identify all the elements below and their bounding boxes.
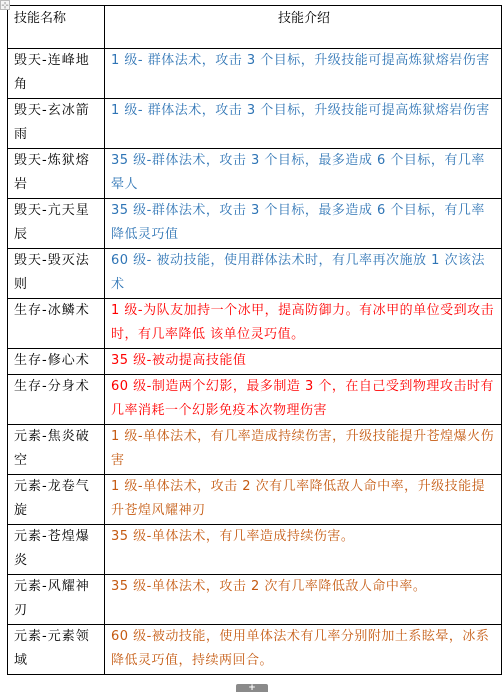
table-move-handle-icon[interactable]: ⊹	[1, 1, 9, 11]
table-row	[8, 249, 502, 299]
skill-name-cell: 生存-冰鳞术	[8, 299, 105, 349]
table-row	[8, 149, 502, 199]
skill-name-cell: 毁天-连峰地角	[8, 49, 105, 99]
header-skill-name: 技能名称	[8, 6, 105, 49]
skill-description-cell: 35 级-单体法术，攻击 2 次有几率降低敌人命中率。	[105, 575, 502, 625]
table-row	[8, 199, 502, 249]
skill-name-cell: 元素-焦炎破空	[8, 425, 105, 475]
add-row-icon[interactable]: +	[236, 684, 268, 692]
skill-description-cell: 1 级-单体法术，攻击 2 次有几率降低敌人命中率，升级技能提升苍煌风耀神刃	[105, 475, 502, 525]
skill-description-cell: 60 级-制造两个幻影，最多制造 3 个，在自己受到物理攻击时有几率消耗一个幻影免疫本次物理伤害	[105, 375, 502, 425]
skill-name-cell: 元素-龙卷气旋	[8, 475, 105, 525]
table-row	[8, 99, 502, 149]
skill-description-cell: 1 级- 群体法术，攻击 3 个目标，升级技能可提高炼狱熔岩伤害	[105, 49, 502, 99]
table-row	[8, 575, 502, 625]
skill-description-cell: 60 级-被动技能，使用单体法术有几率分别附加土系眩晕，冰系降低灵巧值，持续两回合。	[105, 625, 502, 675]
table-row	[8, 349, 502, 375]
skill-name-cell: 元素-元素领域	[8, 625, 105, 675]
skill-name-cell: 毁天-亢天星辰	[8, 199, 105, 249]
skills-table	[7, 5, 502, 675]
skill-name-cell: 生存-修心术	[8, 349, 105, 375]
table-row	[8, 525, 502, 575]
table-row	[8, 375, 502, 425]
skill-description-cell: 1 级- 群体法术，攻击 3 个目标，升级技能可提高炼狱熔岩伤害	[105, 99, 502, 149]
skill-description-cell: 35 级-群体法术，攻击 3 个目标，最多造成 6 个目标，有几率晕人	[105, 149, 502, 199]
header-skill-description: 技能介绍	[105, 6, 502, 49]
table-header-row	[8, 6, 502, 49]
skill-description-cell: 35 级-群体法术，攻击 3 个目标，最多造成 6 个目标，有几率降低灵巧值	[105, 199, 502, 249]
table-row	[8, 49, 502, 99]
skill-description-cell: 35 级-单体法术，有几率造成持续伤害。	[105, 525, 502, 575]
skill-name-cell: 毁天-炼狱熔岩	[8, 149, 105, 199]
table-row	[8, 425, 502, 475]
table-row	[8, 299, 502, 349]
skill-description-cell: 60 级- 被动技能，使用群体法术时，有几率再次施放 1 次该法术	[105, 249, 502, 299]
skill-name-cell: 生存-分身术	[8, 375, 105, 425]
skill-name-cell: 毁天-毁灭法则	[8, 249, 105, 299]
table-row	[8, 625, 502, 675]
skill-name-cell: 元素-苍煌爆炎	[8, 525, 105, 575]
skill-description-cell: 1 级-单体法术，有几率造成持续伤害，升级技能提升苍煌爆火伤害	[105, 425, 502, 475]
skill-description-cell: 1 级-为队友加持一个冰甲，提高防御力。有冰甲的单位受到攻击时，有几率降低 该单位灵巧值。	[105, 299, 502, 349]
skill-name-cell: 元素-风耀神刃	[8, 575, 105, 625]
table-row	[8, 475, 502, 525]
skill-description-cell: 35 级-被动提高技能值	[105, 349, 502, 375]
skill-name-cell: 毁天-玄冰箭雨	[8, 99, 105, 149]
